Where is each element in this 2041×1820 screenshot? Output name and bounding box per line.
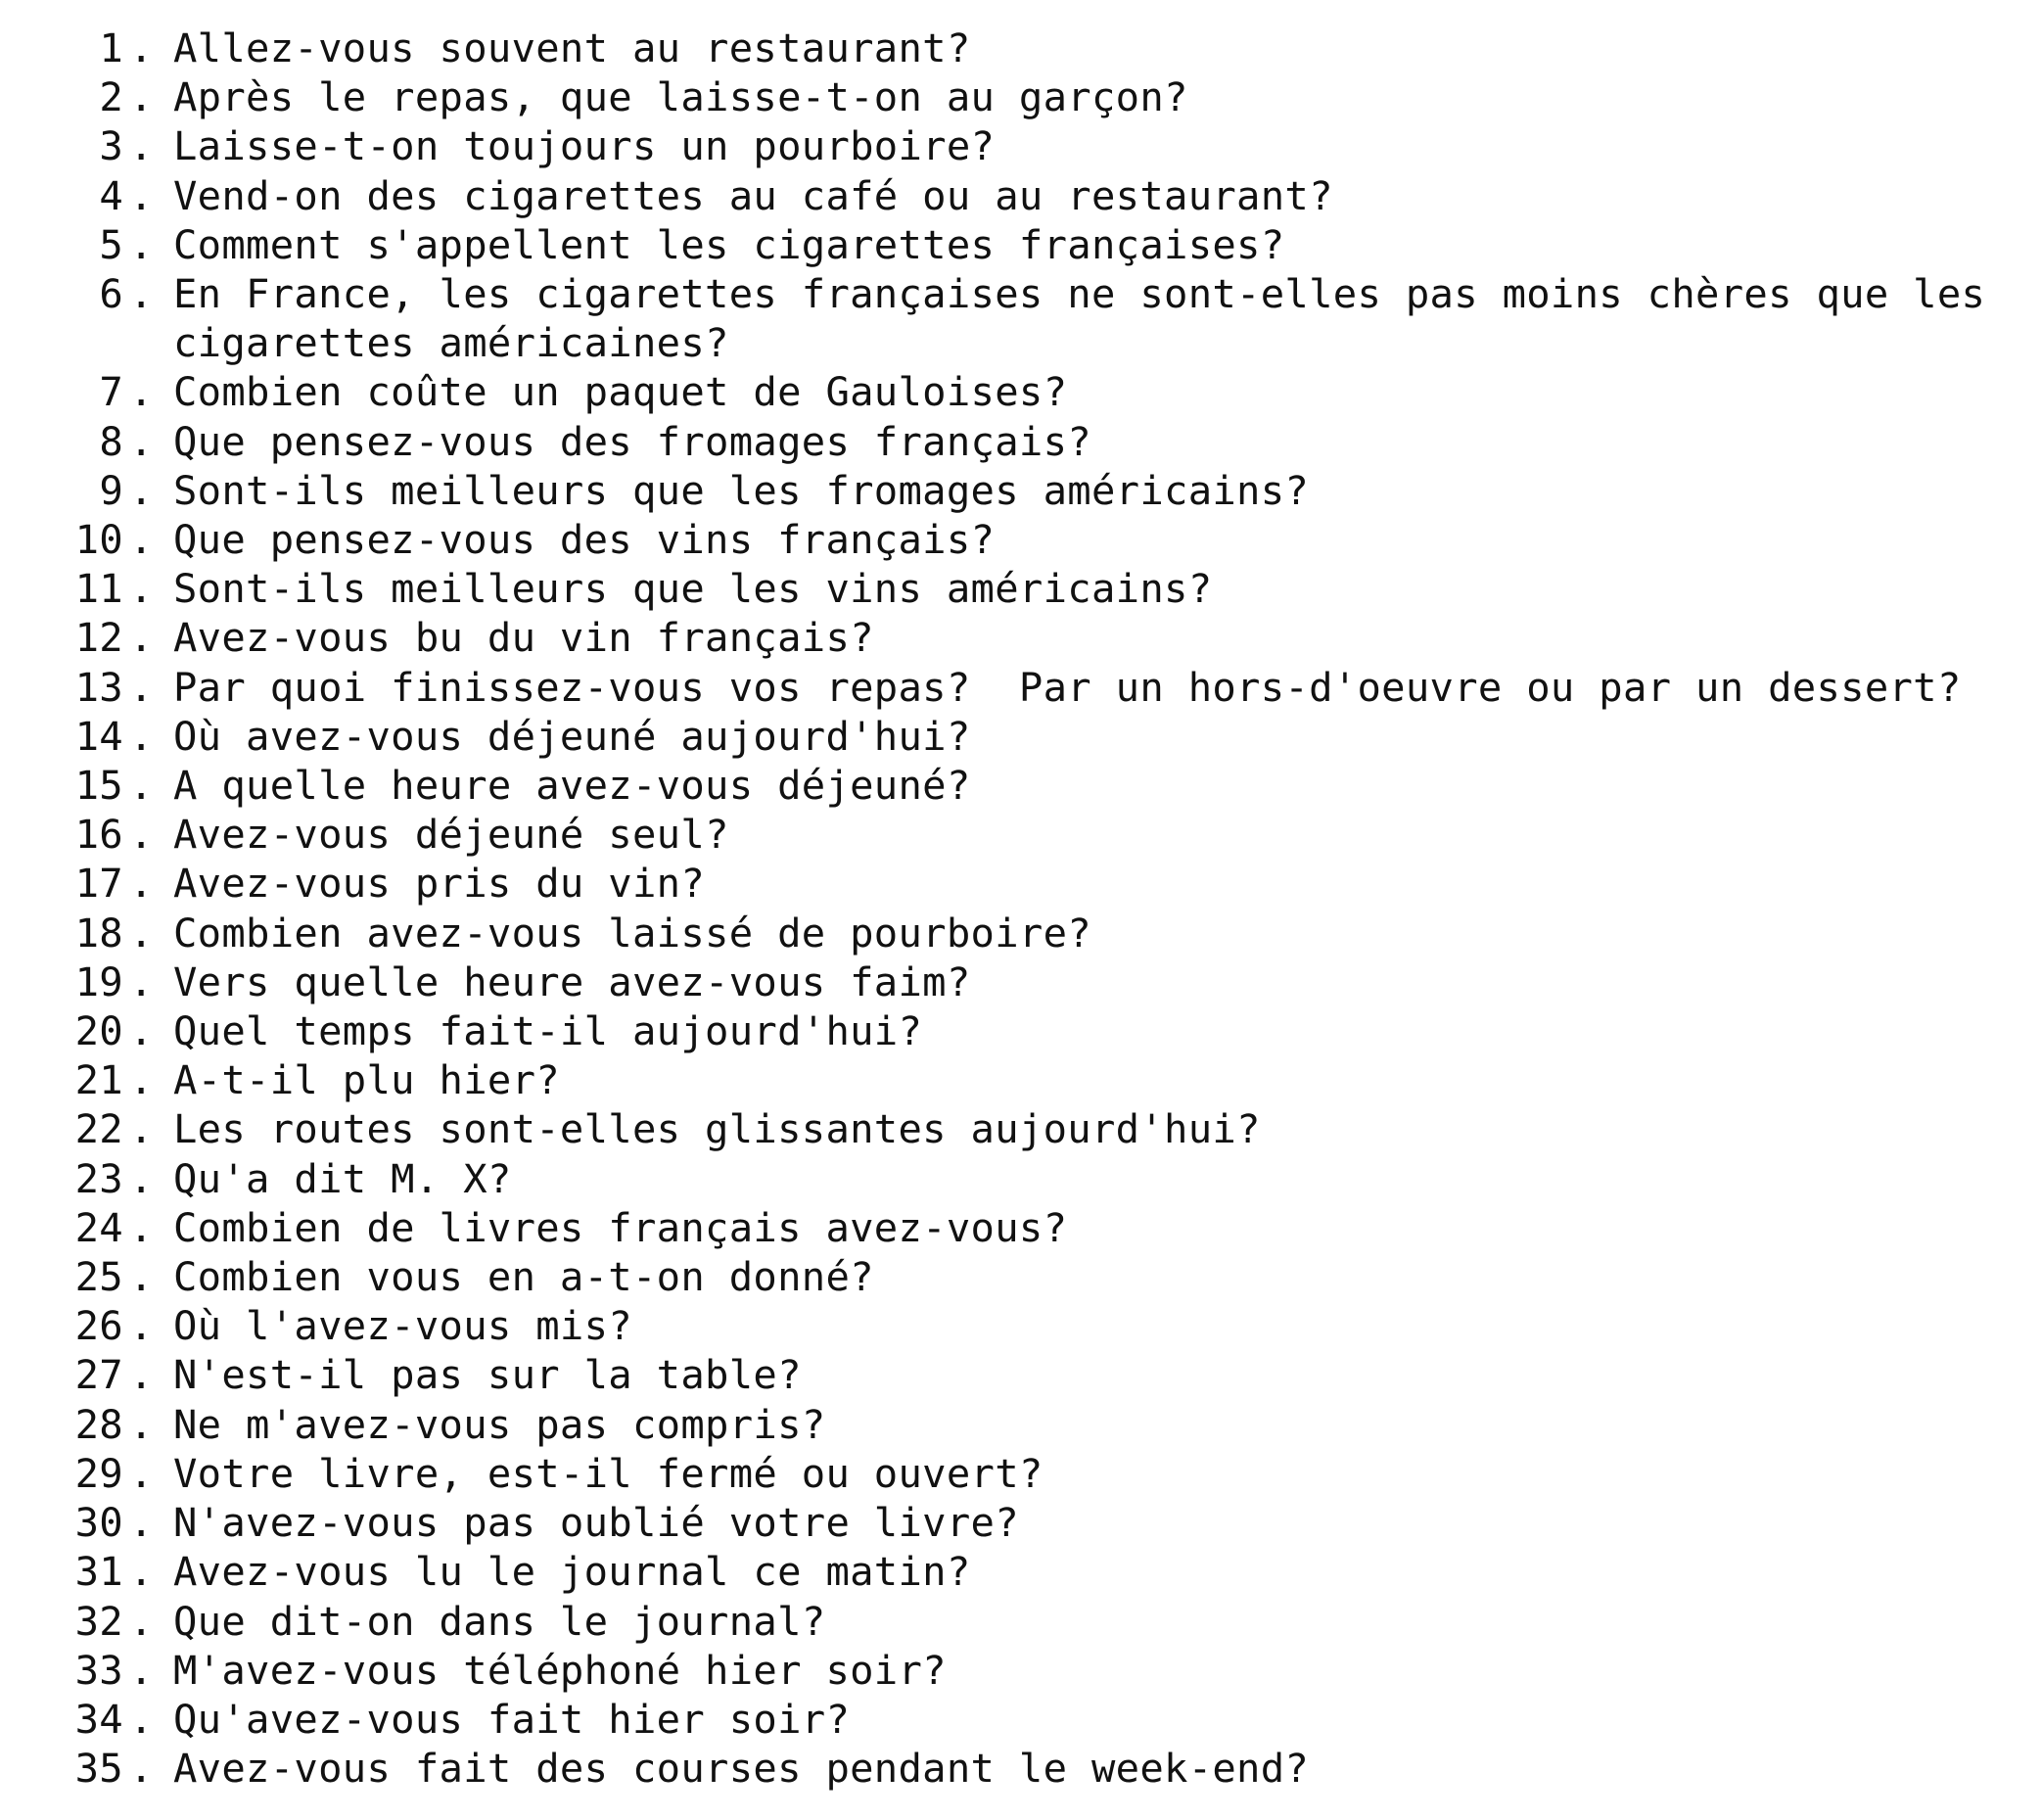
question-text: Que dit-on dans le journal? [173,1597,826,1645]
question-text: Que pensez-vous des vins français? [173,516,996,564]
question-number: 1 [99,24,123,71]
question-number: 13 [74,663,123,711]
question-number: 18 [74,909,123,957]
question-number: 6 [99,270,123,318]
question-number: 20 [74,1007,123,1055]
question-item [39,1055,2026,1104]
question-number-dot: . [129,1203,154,1251]
question-item [39,72,2026,121]
question-number: 21 [74,1056,123,1104]
question-text: Votre livre, est-il fermé ou ouvert? [173,1449,1044,1497]
question-item [39,220,2026,269]
question-number: 7 [99,368,123,416]
question-text: Combien de livres français avez-vous? [173,1203,1068,1251]
question-number-dot: . [129,1597,154,1645]
question-item [39,1597,2026,1646]
question-number: 22 [74,1105,123,1153]
question-number-dot: . [129,1499,154,1547]
question-number-dot: . [129,270,154,318]
question-item [39,1400,2026,1449]
question-text: En France, les cigarettes françaises ne sont-elles pas moins chères que les cigarettes américaines? [173,270,2010,367]
question-text: Après le repas, que laisse-t-on au garçon? [173,73,1188,121]
question-item [39,1301,2026,1350]
question-item [39,564,2026,613]
question-number-dot: . [129,1449,154,1497]
question-number-dot: . [129,466,154,514]
question-text: Où l'avez-vous mis? [173,1302,632,1350]
question-item [39,1695,2026,1744]
question-number-dot: . [129,909,154,957]
question-text: Avez-vous pris du vin? [173,860,706,908]
question-number: 10 [74,516,123,564]
question-text: Avez-vous bu du vin français? [173,614,874,662]
question-item [39,1646,2026,1695]
question-number: 30 [74,1499,123,1547]
question-item [39,1104,2026,1153]
question-text: Vend-on des cigarettes au café ou au restaurant? [173,171,1333,219]
question-item [39,909,2026,957]
question-number-dot: . [129,368,154,416]
question-text: Vers quelle heure avez-vous faim? [173,957,971,1005]
question-item [39,712,2026,761]
question-number: 35 [74,1745,123,1793]
question-item [39,1547,2026,1596]
question-number-dot: . [129,516,154,564]
question-item [39,1498,2026,1547]
question-item [39,761,2026,810]
question-number-dot: . [129,1007,154,1055]
question-number: 2 [99,73,123,121]
question-list [39,23,2026,1793]
question-text: Sont-ils meilleurs que les vins américains? [173,565,1213,613]
question-text: Par quoi finissez-vous vos repas? Par un hors-d'oeuvre ou par un dessert? [173,663,1962,711]
question-text: Les routes sont-elles glissantes aujourd'hui? [173,1105,1261,1153]
question-number-dot: . [129,712,154,760]
question-number: 33 [74,1646,123,1694]
question-number: 12 [74,614,123,662]
question-item [39,367,2026,416]
question-number-dot: . [129,73,154,121]
question-item [39,1006,2026,1055]
question-number-dot: . [129,1646,154,1694]
question-number: 29 [74,1449,123,1497]
question-number: 19 [74,957,123,1005]
question-number-dot: . [129,1400,154,1448]
question-number-dot: . [129,860,154,908]
question-text: Avez-vous fait des courses pendant le week-end? [173,1745,1310,1793]
question-item [39,663,2026,712]
question-number-dot: . [129,417,154,465]
question-number: 34 [74,1695,123,1743]
question-item [39,417,2026,466]
question-text: M'avez-vous téléphoné hier soir? [173,1646,947,1694]
question-number-dot: . [129,171,154,219]
question-number-dot: . [129,1154,154,1202]
question-number: 23 [74,1154,123,1202]
question-item [39,957,2026,1006]
question-number-dot: . [129,663,154,711]
question-number-dot: . [129,811,154,859]
question-number-dot: . [129,957,154,1005]
question-number: 32 [74,1597,123,1645]
question-number-dot: . [129,122,154,170]
question-item [39,171,2026,220]
question-text: Que pensez-vous des fromages français? [173,417,1091,465]
question-item [39,1154,2026,1203]
question-text: Qu'avez-vous fait hier soir? [173,1695,851,1743]
question-item [39,1252,2026,1301]
question-number: 3 [99,122,123,170]
question-text: A-t-il plu hier? [173,1056,560,1104]
question-number-dot: . [129,614,154,662]
question-number: 28 [74,1400,123,1448]
question-item [39,1744,2026,1793]
question-item [39,121,2026,170]
question-text: A quelle heure avez-vous déjeuné? [173,762,971,810]
question-number-dot: . [129,1105,154,1153]
question-number: 31 [74,1548,123,1596]
question-text: Avez-vous déjeuné seul? [173,811,729,859]
question-text: Ne m'avez-vous pas compris? [173,1400,826,1448]
question-text: Combien vous en a-t-on donné? [173,1253,874,1301]
question-number: 8 [99,417,123,465]
question-text: Quel temps fait-il aujourd'hui? [173,1007,923,1055]
question-number-dot: . [129,1351,154,1399]
question-text: Laisse-t-on toujours un pourboire? [173,122,996,170]
question-text: Avez-vous lu le journal ce matin? [173,1548,971,1596]
question-number: 17 [74,860,123,908]
question-number-dot: . [129,1056,154,1104]
question-item [39,1449,2026,1498]
question-text: Où avez-vous déjeuné aujourd'hui? [173,712,971,760]
question-number: 15 [74,762,123,810]
question-item [39,810,2026,859]
question-number: 11 [74,565,123,613]
question-text: Allez-vous souvent au restaurant? [173,24,971,71]
question-text: Sont-ils meilleurs que les fromages américains? [173,466,1310,514]
question-number-dot: . [129,220,154,268]
question-item [39,23,2026,72]
question-number-dot: . [129,762,154,810]
question-item [39,1350,2026,1399]
question-number-dot: . [129,1302,154,1350]
question-number-dot: . [129,1548,154,1596]
question-number: 9 [99,466,123,514]
question-number: 24 [74,1203,123,1251]
question-number-dot: . [129,1253,154,1301]
question-text: Combien avez-vous laissé de pourboire? [173,909,1091,957]
question-number: 16 [74,811,123,859]
question-number-dot: . [129,1745,154,1793]
question-number: 26 [74,1302,123,1350]
question-item [39,1203,2026,1252]
question-number-dot: . [129,565,154,613]
question-item [39,269,2026,367]
question-text: Qu'a dit M. X? [173,1154,512,1202]
question-item [39,515,2026,564]
question-text: N'est-il pas sur la table? [173,1351,802,1399]
question-number: 5 [99,220,123,268]
question-number: 14 [74,712,123,760]
question-item [39,859,2026,908]
question-text: Combien coûte un paquet de Gauloises? [173,368,1068,416]
question-item [39,466,2026,515]
question-number: 27 [74,1351,123,1399]
question-text: Comment s'appellent les cigarettes françaises? [173,220,1285,268]
question-item [39,613,2026,662]
question-text: N'avez-vous pas oublié votre livre? [173,1499,1019,1547]
question-number-dot: . [129,1695,154,1743]
question-number: 25 [74,1253,123,1301]
question-number-dot: . [129,24,154,71]
question-number: 4 [99,171,123,219]
